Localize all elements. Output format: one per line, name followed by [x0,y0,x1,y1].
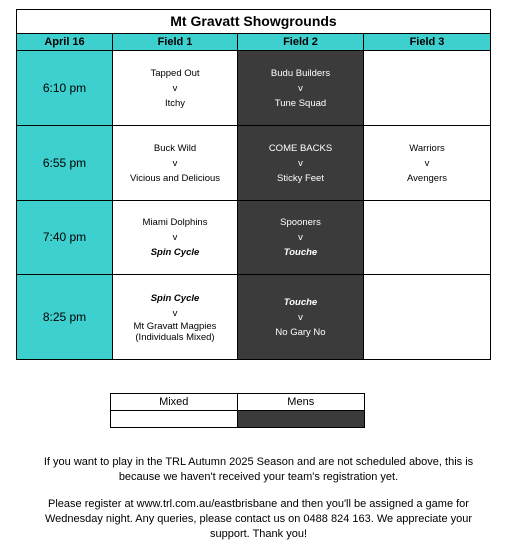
time-cell: 7:40 pm [17,201,113,274]
legend-mens-label: Mens [238,394,365,411]
field2-match [238,126,364,200]
home-team: Warriors [409,142,445,154]
note-line: Wednesday night. Any queries, please contact us on 0488 824 163. We appreciate your [44,513,473,525]
versus: v [172,157,178,169]
away-team: Mt Gravatt Magpies [133,321,217,332]
header-field-3: Field 3 [409,36,445,48]
away-team: Touche [283,247,318,258]
note-line: If you want to play in the TRL Autumn 2025 Season and are not scheduled above, this is [43,456,474,468]
field2-match [238,201,364,274]
timeslot-row [17,51,490,126]
field1-match [113,126,238,200]
field3-match [364,201,490,274]
field2-match [238,275,364,359]
versus: v [172,232,178,243]
note-line: Please register at www.trl.com.au/eastbrisbane and then you'll be assigned a game for [48,498,469,510]
header-field-1: Field 1 [113,34,238,50]
schedule-table [16,9,491,360]
home-team: Miami Dolphins [142,217,208,228]
home-team: Spin Cycle [150,293,200,304]
versus: v [172,82,178,94]
home-team: Tapped Out [150,67,200,79]
away-team: Avengers [407,172,447,184]
legend-mixed-swatch [111,411,238,427]
field3-match [364,126,490,200]
versus: v [172,308,178,319]
header-row [17,34,490,51]
home-team: Spooners [280,217,321,228]
venue-title: Mt Gravatt Showgrounds [17,10,490,34]
home-team: Budu Builders [270,67,331,79]
time-cell: 6:55 pm [17,126,113,200]
registration-note [20,455,497,485]
header-field-2: Field 2 [238,34,364,50]
note-line: because we haven't received your team's registration yet. [118,471,399,483]
note-line: support. Thank you! [209,528,308,540]
versus: v [298,157,303,169]
division-note: (Individuals Mixed) [135,332,215,343]
home-team: Touche [283,296,318,308]
timeslot-row [17,126,490,201]
color-legend [110,393,365,428]
header-date: April 16 [17,34,113,50]
field3-match [364,275,490,359]
field3-match [364,51,490,125]
legend-mixed-label: Mixed [111,394,238,411]
versus: v [298,311,303,323]
time-cell: 8:25 pm [17,275,113,359]
contact-note [20,497,497,542]
versus: v [298,82,303,94]
away-team: Spin Cycle [150,247,200,258]
time-cell: 6:10 pm [17,51,113,125]
legend-mens-swatch [238,411,365,427]
timeslot-row [17,201,490,275]
versus: v [298,232,303,243]
home-team: Buck Wild [153,142,197,154]
field1-match [113,275,238,359]
away-team: Itchy [164,97,186,109]
timeslot-row [17,275,490,359]
field2-match [238,51,364,125]
versus: v [424,157,430,169]
away-team: Sticky Feet [277,172,324,184]
away-team: Tune Squad [274,97,327,109]
away-team: No Gary No [275,326,326,338]
field1-match [113,201,238,274]
home-team: COME BACKS [268,142,333,154]
field1-match [113,51,238,125]
away-team: Vicious and Delicious [129,172,221,184]
